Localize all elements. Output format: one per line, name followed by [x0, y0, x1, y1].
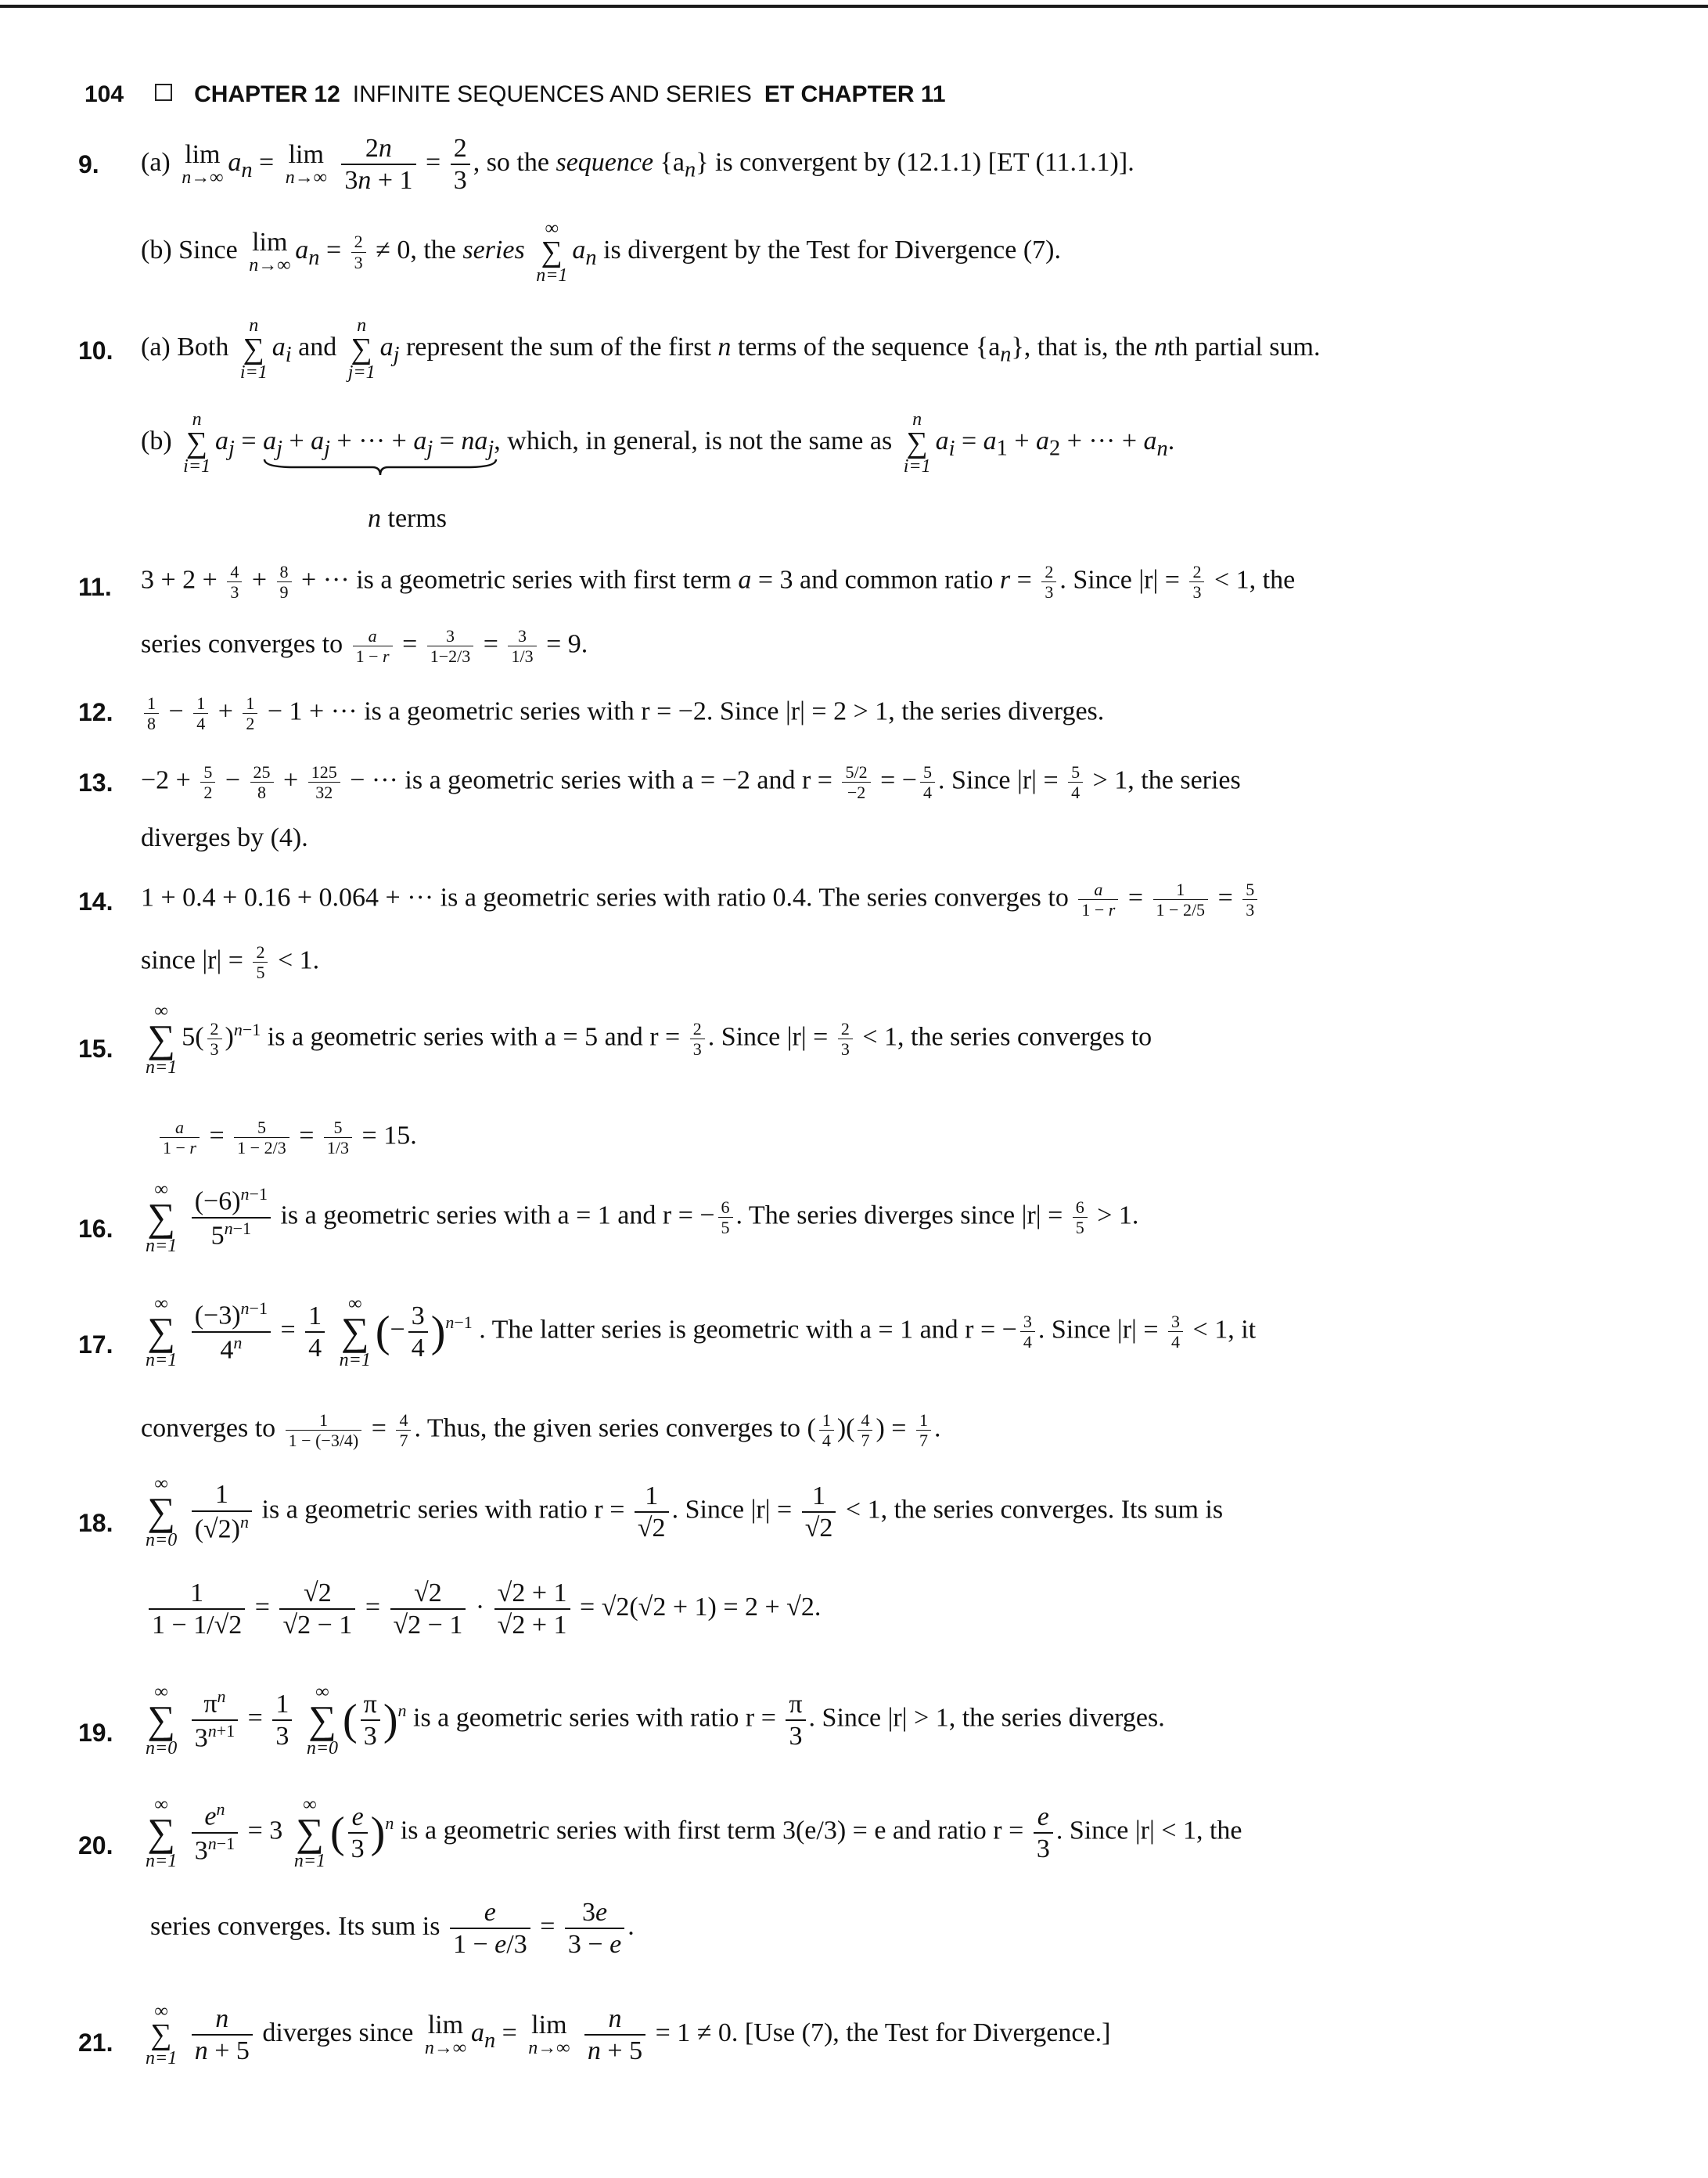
- problem-20-line1: ∞ ∑ n=1 $\frac{e^n}{3^{n-1}}$ = 3 ∞ ∑ n=1 ( $\frac{e}{3}$ )$^n$ is a geometric series with first term 3(e/3) = e and ratio r = $\frac{e}{3}$ . Since |r| < 1, the: [146, 1795, 1242, 1871]
- problem-9-number: 9.: [78, 150, 99, 178]
- problem-21-line: ∞ ∑ n=1 $\frac{n}{n + 5}$ diverges since lim n→∞ $a_n$ = lim n→∞ $\frac{n}{n + 5}$ = 1 ≠ 0. [Use (7), the Test for Divergence.]: [146, 2001, 1111, 2069]
- problem-16-line: ∞ ∑ n=1 $\frac{(-6)^{n-1}}{5^{n-1}}$ is a geometric series with a = 1 and r = − $\frac{6}{5}$ . The series diverges since |r| = $\frac{6}{5}$ > 1.: [146, 1179, 1139, 1256]
- problem-12-number: 12.: [78, 698, 113, 726]
- problem-9b: (b) Since lim n→∞ $a_n$ = $\frac{2}{3}$ ≠ 0, the series ∞ ∑ n=1 $a_n$ is divergent by the Test for Divergence (7).: [141, 218, 1061, 286]
- problem-10-number: 10.: [78, 337, 113, 365]
- problem-15-number: 15.: [78, 1035, 113, 1063]
- header-box-glyph: [155, 84, 172, 101]
- problem-21-number: 21.: [78, 2029, 113, 2057]
- et-chapter-label: ET CHAPTER 11: [764, 81, 946, 107]
- problem-20-number: 20.: [78, 1831, 113, 1859]
- problem-10a: (a) Both n ∑ i=1 $a_i$ and n ∑ j=1 $a_j$ represent the sum of the first n terms of the sequence $\{a_n\}$, that is, the nth partial sum.: [141, 315, 1321, 383]
- problem-14-number: 14.: [78, 887, 113, 916]
- problem-13-line2: diverges by (4).: [141, 823, 308, 852]
- problem-15-line2: $\frac{a}{1 - r}$ = $\frac{5}{1 - 2/3}$ = $\frac{5}{1/3}$ = 15.: [156, 1118, 417, 1158]
- problem-10b: (b) n ∑ i=1 $a_j = a_j + a_j$ + ··· + $a_j$ = $na_j$, which, in general, is not the same as n ∑ i=1 $a_i = a_1 + a_2$ + ··· + $a_n$.: [141, 409, 1175, 477]
- chapter-title: INFINITE SEQUENCES AND SERIES: [352, 81, 752, 107]
- problem-19-number: 19.: [78, 1719, 113, 1747]
- running-header: [85, 81, 946, 108]
- problem-17-line1: ∞ ∑ n=1 $\frac{(-3)^{n-1}}{4^n}$ = $\frac{1}{4}$ ∞ ∑ n=1 (− $\frac{3}{4}$ )$^{n-1}$ . The latter series is geometric with a = 1 and r = − $\frac{3}{4}$ . Since |r| = $\frac{3}{4}$ < 1, it: [146, 1294, 1257, 1370]
- problem-11-line1: 3 + 2 + $\frac{4}{3}$ + $\frac{8}{9}$ + ··· is a geometric series with first term a = 3 and common ratio r = $\frac{2}{3}$ . Since |r| = $\frac{2}{3}$ < 1, the: [141, 562, 1296, 603]
- problem-19-line: ∞ ∑ n=0 $\frac{\pi^n}{3^{n+1}}$ = $\frac{1}{3}$ ∞ ∑ n=0 ( $\frac{\pi}{3}$ )$^n$ is a geometric series with ratio r = $\frac{\pi}{3}$ . Since |r| > 1, the series diverges.: [146, 1682, 1165, 1759]
- chapter-label: CHAPTER 12: [194, 81, 340, 107]
- problem-10b-nterms: n terms: [368, 504, 448, 533]
- top-rule: [0, 5, 1708, 8]
- underbrace: [263, 458, 498, 477]
- problem-14-line2: since |r| = $\frac{2}{5}$ < 1.: [141, 942, 320, 983]
- problem-11-number: 11.: [78, 573, 112, 601]
- problem-17-number: 17.: [78, 1330, 113, 1359]
- problem-17-line2: converges to $\frac{1}{1 - (-3/4)}$ = $\frac{4}{7}$ . Thus, the given series converges to ( $\frac{1}{4}$ )( $\frac{4}{7}$ ) = $\frac{1}{7}$ .: [141, 1410, 941, 1451]
- problem-9a: (a) lim n→∞ $a_n$ = lim n→∞ $\frac{2n}{3n + 1}$ = $\frac{2}{3}$ , so the sequence $\{a_n\}$ is convergent by (12.1.1) [ET (11.1.1)].: [141, 134, 1134, 196]
- problem-20-line2: series converges. Its sum is $\frac{e}{1 - e/3}$ = $\frac{3e}{3 - e}$ .: [150, 1898, 635, 1960]
- problem-18-line2: $\frac{1}{1 - 1/√2}$ = $\frac{√2}{√2 - 1}$ = $\frac{√2}{√2 - 1}$ · $\frac{√2 + 1}{√2 + 1}$ = √2(√2 + 1) = 2 + √2.: [146, 1578, 821, 1640]
- problem-18-line1: ∞ ∑ n=0 $\frac{1}{(√2)^n}$ is a geometric series with ratio r = $\frac{1}{√2}$ . Since |r| = $\frac{1}{√2}$ < 1, the series converges. Its sum is: [146, 1474, 1224, 1550]
- problem-16-number: 16.: [78, 1215, 113, 1243]
- problem-18-number: 18.: [78, 1509, 113, 1537]
- problem-13-number: 13.: [78, 769, 113, 797]
- problem-12-line: $\frac{1}{8}$ − $\frac{1}{4}$ + $\frac{1}{2}$ − 1 + ··· is a geometric series with r = −2. Since |r| = 2 > 1, the series diverges.: [141, 693, 1104, 734]
- problem-15-line1: ∞ ∑ n=1 5( $\frac{2}{3}$ )$^{n-1}$ is a geometric series with a = 5 and r = $\frac{2}{3}$ . Since |r| = $\frac{2}{3}$ < 1, the series converges to: [146, 1001, 1152, 1078]
- problem-14-line1: 1 + 0.4 + 0.16 + 0.064 + ··· is a geometric series with ratio 0.4. The series converges to $\frac{a}{1 - r}$ = $\frac{1}{1 - 2/5}$ = $\frac{5}{3}$: [141, 880, 1260, 920]
- problem-13-line1: −2 + $\frac{5}{2}$ − $\frac{25}{8}$ + $\frac{125}{32}$ − ··· is a geometric series with a = −2 and r = $\frac{5/2}{-2}$ = − $\frac{5}{4}$ . Since |r| = $\frac{5}{4}$ > 1, the series: [141, 762, 1241, 803]
- problem-11-line2: series converges to $\frac{a}{1 - r}$ = $\frac{3}{1-2/3}$ = $\frac{3}{1/3}$ = 9.: [141, 626, 588, 667]
- page-number: 104: [85, 81, 124, 107]
